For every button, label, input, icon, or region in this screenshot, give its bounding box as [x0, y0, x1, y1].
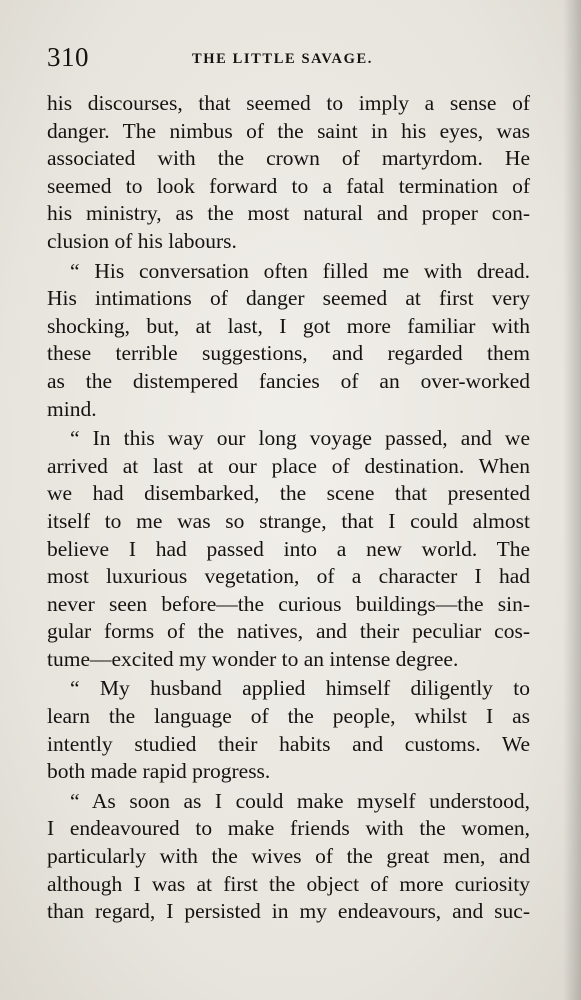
- text-line: tume—excited my wonder to an intense degree.: [47, 646, 459, 671]
- text-line: we had disembarked, the scene that presented: [47, 481, 530, 506]
- text-line: learn the language of the people, whilst I as: [47, 704, 530, 729]
- text-line: “ His conversation often filled me with dread.: [70, 258, 530, 283]
- paragraph: [47, 90, 530, 256]
- page-number: 310: [47, 42, 89, 72]
- text-line: “ In this way our long voyage passed, and we: [70, 426, 530, 451]
- text-line: arrived at last at our place of destination. When: [47, 453, 530, 478]
- text-line: these terrible suggestions, and regarded them: [47, 341, 530, 366]
- text-line: believe I had passed into a new world. The: [47, 536, 530, 561]
- text-line: than regard, I persisted in my endeavours, and suc-: [47, 899, 530, 924]
- text-line: seemed to look forward to a fatal termination of: [47, 173, 530, 198]
- paragraph: [47, 788, 530, 926]
- text-line: mind.: [47, 396, 97, 421]
- text-line: both made rapid progress.: [47, 759, 271, 784]
- text-line: clusion of his labours.: [47, 228, 237, 253]
- text-line: associated with the crown of martyrdom. He: [47, 146, 530, 171]
- text-line: as the distempered fancies of an over-worked: [47, 368, 530, 393]
- text-line: danger. The nimbus of the saint in his eyes, was: [47, 118, 530, 143]
- text-line: “ My husband applied himself diligently to: [70, 676, 530, 701]
- text-line: “ As soon as I could make myself understood,: [70, 788, 530, 813]
- text-line: intently studied their habits and customs. We: [47, 731, 530, 756]
- text-line: I endeavoured to make friends with the women,: [47, 816, 530, 841]
- text-line: his discourses, that seemed to imply a sense of: [47, 91, 530, 115]
- text-line: never seen before—the curious buildings—the sin-: [47, 591, 530, 616]
- text-line: gular forms of the natives, and their peculiar cos-: [47, 619, 530, 644]
- book-title: THE LITTLE SAVAGE.: [192, 51, 373, 67]
- text-line: itself to me was so strange, that I could almost: [47, 508, 530, 533]
- text-line: shocking, but, at last, I got more familiar with: [47, 313, 530, 338]
- text-line: particularly with the wives of the great men, and: [47, 844, 530, 869]
- running-head: [47, 40, 531, 74]
- text-line: most luxurious vegetation, of a character I had: [47, 564, 530, 589]
- body-text: [47, 90, 530, 926]
- text-line: although I was at first the object of more curiosity: [47, 871, 530, 896]
- text-line: his ministry, as the most natural and proper con-: [47, 201, 530, 226]
- text-line: His intimations of danger seemed at first very: [47, 286, 530, 311]
- paragraph: [47, 258, 530, 424]
- page-edge-shadow: [563, 0, 581, 1000]
- paragraph: [47, 675, 530, 785]
- paragraph: [47, 425, 530, 673]
